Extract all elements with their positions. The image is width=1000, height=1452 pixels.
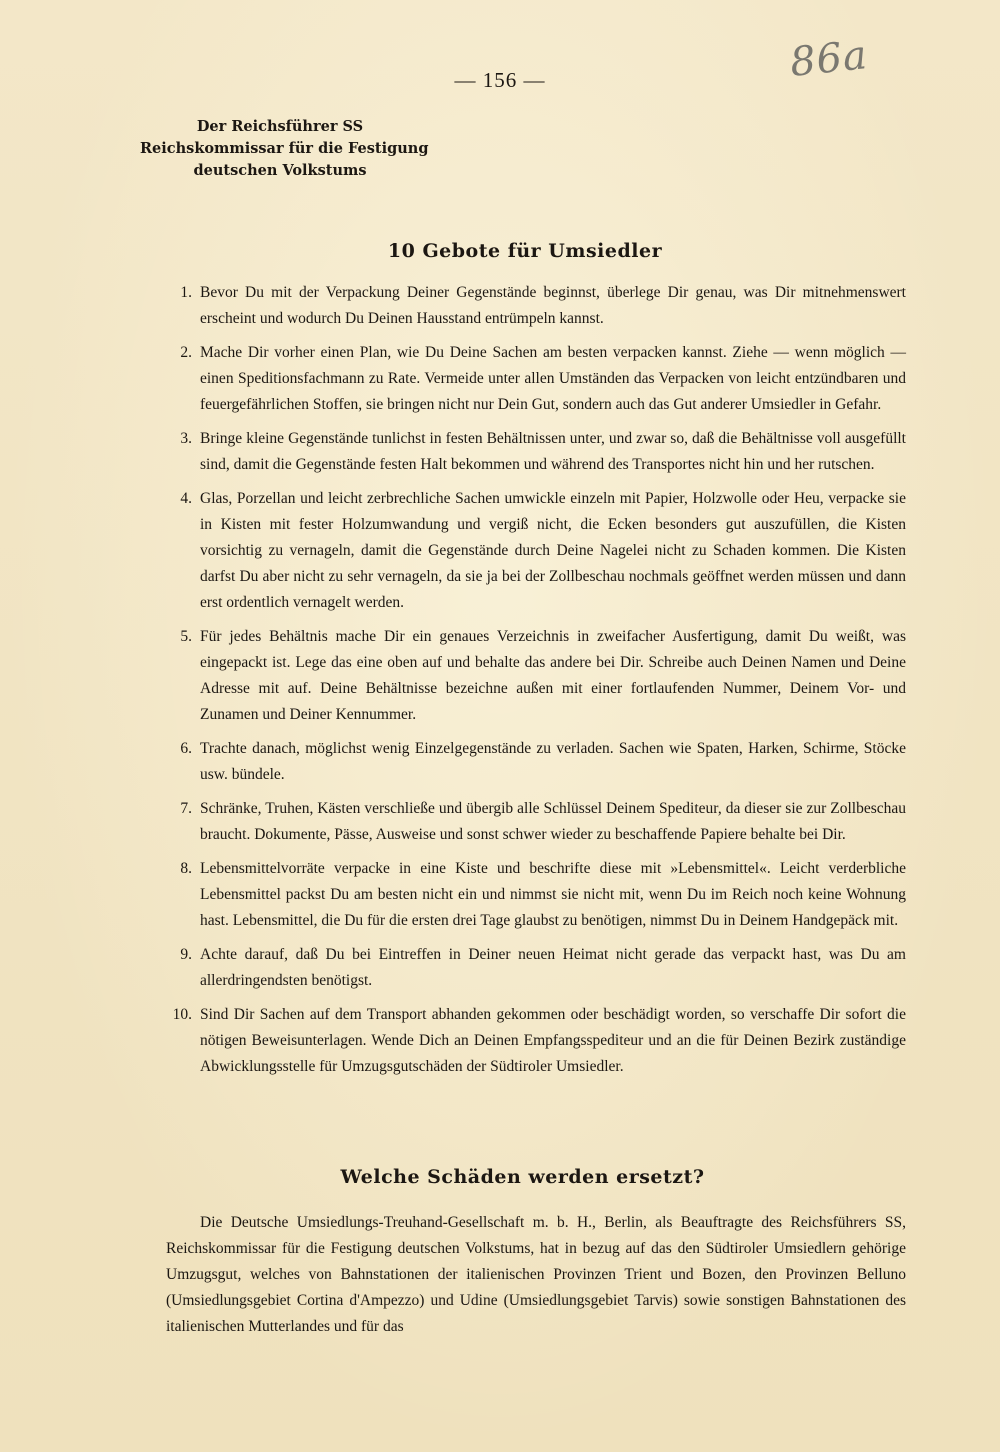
rule-text: Schränke, Truhen, Kästen verschließe und übergib alle Schlüssel Deinem Spediteur, da dieser sie zur Zollbeschau braucht. Dokumente, Pässe, Ausweise und sonst schwer wieder zu beschaffende Papiere behalte bei Dir. xyxy=(200,800,906,843)
rule-number: 5. xyxy=(180,628,192,645)
rule-text: Mache Dir vorher einen Plan, wie Du Deine Sachen am besten verpacken kannst. Ziehe — wenn möglich — einen Speditionsfachmann zu Rate. Vermeide unter allen Umständen das Verpacken von leicht entzündbaren und feuergefährlichen Stoffen, sie bringen nicht nur Dein Gut, sondern auch das Gut anderer Umsiedler in Gefahr. xyxy=(200,344,906,413)
rule-number: 10. xyxy=(172,1006,192,1023)
handwritten-note: 86a xyxy=(787,32,870,86)
rule-text: Glas, Porzellan und leicht zerbrechliche Sachen umwickle einzeln mit Papier, Holzwolle oder Heu, verpacke sie in Kisten mit fester Holzumwandung und vergiß nicht, die Ecken besonders gut auszufüllen, die Kisten vorsichtig zu vernageln, damit die Gegenstände durch Deine Nagelei nicht zu Schaden kommen. Die Kisten darfst Du aber nicht zu sehr vernageln, da sie ja bei der Zollbeschau nochmals geöffnet werden müssen und dann erst ordentlich vernagelt werden. xyxy=(200,490,906,611)
rule-number: 8. xyxy=(180,860,192,877)
rule-text: Sind Dir Sachen auf dem Transport abhanden gekommen oder beschädigt worden, so verschaffe Dir sofort die nötigen Beweisunterlagen. Wende Dich an Deinen Empfangsspediteur und an die für Deinen Bezirk zuständige Abwicklungsstelle für Umzugsgutschäden der Südtiroler Umsiedler. xyxy=(200,1006,906,1075)
rule-text: Für jedes Behältnis mache Dir ein genaues Verzeichnis in zweifacher Ausfertigung, damit Du weißt, was eingepackt ist. Lege das eine oben auf und behalte das andere bei Dir. Schreibe auch Deinen Namen und Deine Adresse mit auf. Deine Behältnisse bezeichne außen mit einer fortlaufenden Nummer, Deinem Vor- und Zunamen und Deiner Kennummer. xyxy=(200,628,906,723)
rule-text: Bevor Du mit der Verpackung Deiner Gegenstände beginnst, überlege Dir genau, was Dir mitnehmenswert erscheint und wodurch Du Deinen Hausstand entrümpeln kannst. xyxy=(200,284,906,327)
rule-item xyxy=(166,280,906,332)
rule-number: 7. xyxy=(180,800,192,817)
rule-number: 9. xyxy=(180,946,192,963)
section-heading: Welche Schäden werden ersetzt? xyxy=(340,1166,705,1188)
rule-text: Trachte danach, möglichst wenig Einzelgegenstände zu verladen. Sachen wie Spaten, Harken, Schirme, Stöcke usw. bündele. xyxy=(200,740,906,783)
rule-item xyxy=(166,796,906,848)
rule-item xyxy=(166,736,906,788)
rule-number: 6. xyxy=(180,740,192,757)
letterhead xyxy=(140,116,429,182)
document-title: 10 Gebote für Umsiedler xyxy=(387,240,663,262)
rule-item xyxy=(166,856,906,934)
rule-item xyxy=(166,486,906,616)
rule-item xyxy=(166,1002,906,1080)
rule-item xyxy=(166,624,906,728)
rule-text: Achte darauf, daß Du bei Eintreffen in Deiner neuen Heimat nicht gerade das verpackt hast, was Du am allerdringendsten benötigst. xyxy=(200,946,906,989)
rule-text: Bringe kleine Gegenstände tunlichst in festen Behältnissen unter, und zwar so, daß die Behältnisse voll ausgefüllt sind, damit die Gegenstände festen Halt bekommen und während des Transportes nicht hin und her rutschen. xyxy=(200,430,906,473)
rule-item xyxy=(166,426,906,478)
letterhead-line-2: Reichskommissar für die Festigung xyxy=(140,140,429,157)
letterhead-line-3: deutschen Volkstums xyxy=(193,162,367,179)
rule-number: 3. xyxy=(180,430,192,447)
letterhead-line-1: Der Reichsführer SS xyxy=(196,118,364,135)
rule-text: Lebensmittelvorräte verpacke in eine Kiste und beschrifte diese mit »Lebensmittel«. Leicht verderbliche Lebensmittel packst Du am besten nicht ein und nimmst sie nicht mit, wenn Du im Reich noch keine Wohnung hast. Lebensmittel, die Du für die ersten drei Tage glaubst zu benötigen, nimmst Du in Deinem Handgepäck mit. xyxy=(200,860,906,929)
rule-number: 2. xyxy=(180,344,192,361)
rule-item xyxy=(166,942,906,994)
rules-list xyxy=(166,280,906,1088)
rule-number: 4. xyxy=(180,490,192,507)
closing-paragraph: Die Deutsche Umsiedlungs-Treuhand-Gesellschaft m. b. H., Berlin, als Beauftragte des Reichsführers SS, Reichskommissar für die Festigung deutschen Volkstums, hat in bezug auf das den Südtiroler Umsiedlern gehörige Umzugsgut, welches von Bahnstationen der italienischen Provinzen Trient und Bozen, den Provinzen Belluno (Umsiedlungsgebiet Cortina d'Ampezzo) und Udine (Umsiedlungsgebiet Tarvis) sowie sonstigen Bahnstationen des italienischen Mutterlandes und für das xyxy=(166,1214,906,1335)
rule-number: 1. xyxy=(180,284,192,301)
page-number: — 156 — xyxy=(454,68,546,92)
rule-item xyxy=(166,340,906,418)
